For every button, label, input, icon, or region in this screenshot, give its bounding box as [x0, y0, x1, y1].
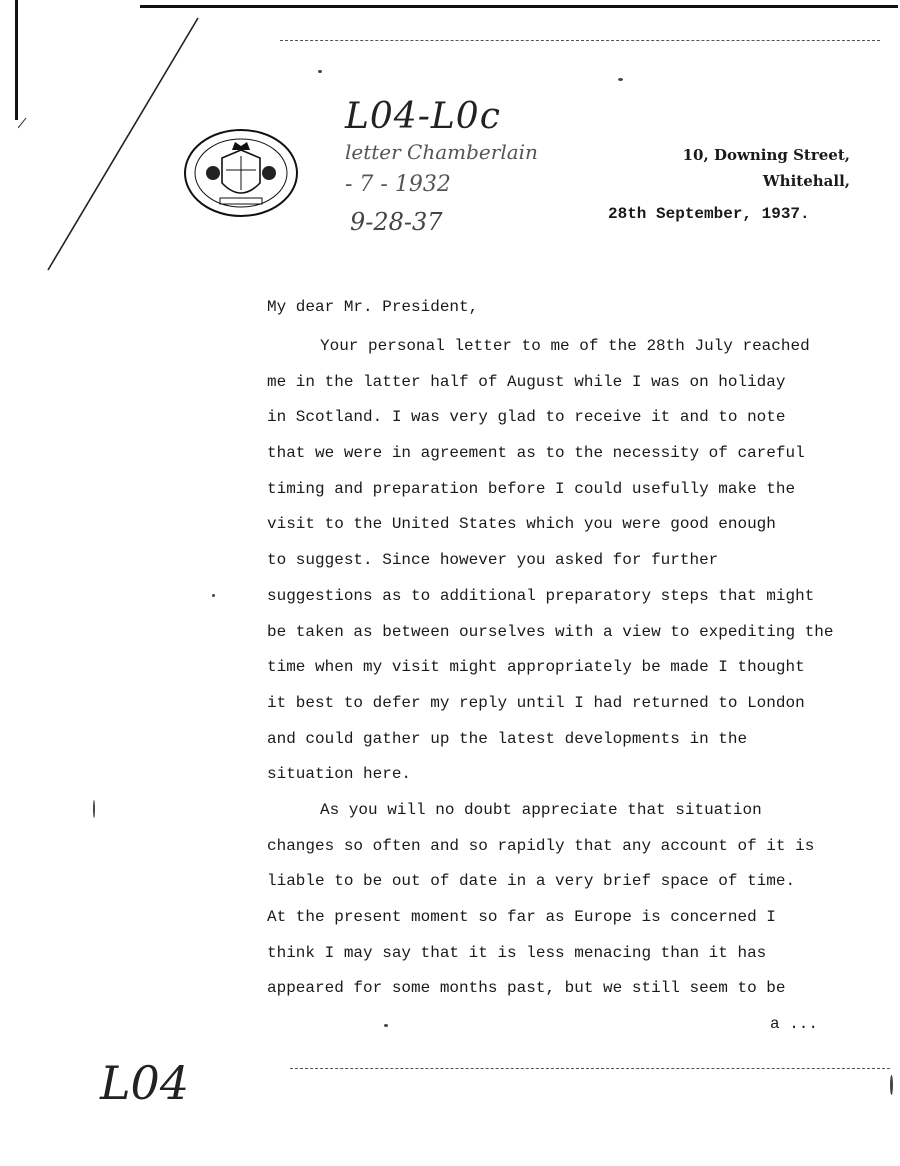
scan-speck [212, 594, 215, 597]
body-line: think I may say that it is less menacing than it has [267, 943, 767, 962]
footer-file-number: L04 [100, 1056, 190, 1110]
body-line: me in the latter half of August while I was on holiday [267, 372, 786, 391]
docket-note-date: 9-28-37 [350, 208, 443, 236]
body-line: that we were in agreement as to the necessity of careful [267, 444, 805, 463]
body-line: to suggest. Since however you asked for further [267, 551, 719, 570]
scan-edge-top [140, 5, 898, 8]
salutation: My dear Mr. President, [267, 298, 479, 316]
body-line: time when my visit might appropriately be made I thought [267, 658, 805, 677]
body-line: As you will no doubt appreciate that situation [320, 800, 762, 819]
scan-dash-top [280, 40, 880, 41]
letter-date: 28th September, 1937. [608, 205, 810, 223]
body-line: and could gather up the latest developments in the [267, 729, 748, 748]
royal-seal-icon [182, 128, 300, 218]
scan-speck [618, 78, 623, 81]
address-line-city: Whitehall, [762, 172, 850, 190]
body-line: appeared for some months past, but we still seem to be [267, 979, 786, 998]
body-line: in Scotland. I was very glad to receive it and to note [267, 408, 786, 427]
catchword: a ... [770, 1015, 819, 1033]
body-line: be taken as between ourselves with a view to expediting the [267, 622, 834, 641]
scan-dash-bottom [290, 1068, 890, 1069]
scan-speck [890, 1075, 893, 1095]
address-line-street: 10, Downing Street, [682, 146, 850, 164]
docket-file-number: L04-L0c [345, 96, 501, 137]
body-line: Your personal letter to me of the 28th July reached [320, 337, 810, 355]
body-line: suggestions as to additional preparatory steps that might [267, 586, 815, 605]
body-line: changes so often and so rapidly that any account of it is [267, 836, 815, 855]
docket-note-line1: letter Chamberlain [345, 140, 538, 164]
body-line: it best to defer my reply until I had returned to London [267, 693, 805, 712]
body-line: liable to be out of date in a very brief space of time. [267, 872, 796, 891]
body-line: situation here. [267, 765, 412, 784]
body-line: At the present moment so far as Europe is concerned I [267, 908, 776, 926]
scan-speck [93, 800, 95, 818]
scan-speck [318, 70, 322, 73]
letterhead-address [650, 142, 850, 194]
body-line: timing and preparation before I could usefully make the [267, 479, 796, 498]
letter-body [267, 329, 897, 1007]
docket-note-line2: - 7 - 1932 [345, 172, 451, 197]
body-line: visit to the United States which you were good enough [267, 515, 776, 534]
scan-speck [384, 1024, 388, 1027]
